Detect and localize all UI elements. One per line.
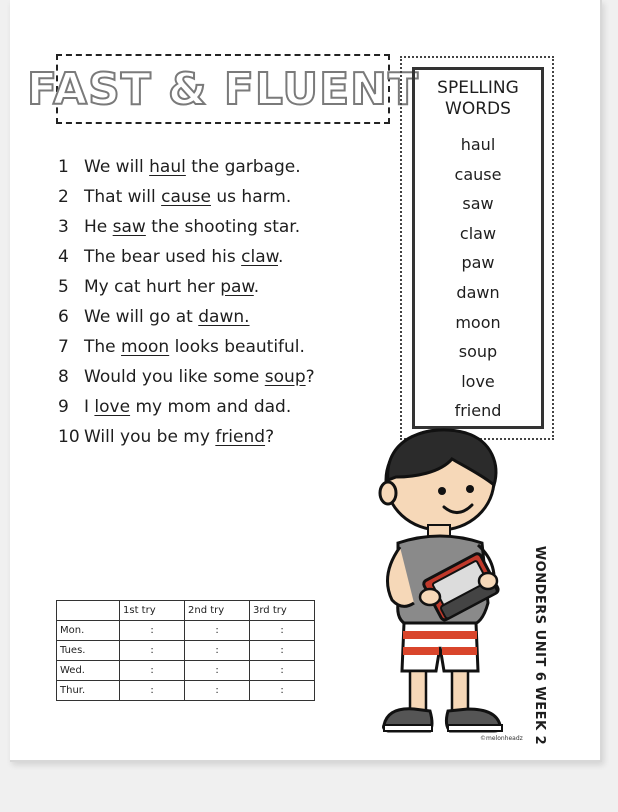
tracker-row — [57, 681, 315, 701]
boy-hand — [420, 589, 440, 605]
tracker-day: Mon. — [57, 621, 120, 641]
sentence-text: That will cause us harm. — [84, 187, 292, 207]
spelling-list-item: friend — [454, 401, 502, 421]
spelling-list-item: moon — [455, 312, 501, 332]
spelling-word: soup — [264, 367, 306, 387]
tracker-cell: : — [250, 681, 315, 701]
sentence-row — [58, 182, 315, 212]
sentence-text: Would you like some soup? — [84, 367, 315, 387]
tracker-corner-cell — [57, 601, 120, 621]
spelling-word: love — [94, 397, 131, 417]
sentence-row — [58, 152, 315, 182]
tracker-header: 3rd try — [250, 601, 315, 621]
sentence-row — [58, 392, 315, 422]
sentence-row — [58, 242, 315, 272]
tracker-cell: : — [185, 621, 250, 641]
tracker-cell: : — [250, 661, 315, 681]
spelling-list-item: saw — [462, 194, 494, 214]
boy-hand — [479, 573, 497, 589]
tracker-row — [57, 661, 315, 681]
boy-leg — [452, 671, 468, 711]
tracker-day: Thur. — [57, 681, 120, 701]
tracker-cell: : — [250, 621, 315, 641]
spelling-list-item: paw — [461, 253, 495, 273]
sentence-number: 3 — [58, 217, 69, 237]
spelling-list-item: haul — [460, 135, 496, 154]
tracker-row — [57, 641, 315, 661]
page-title: FAST & FLUENT — [27, 63, 419, 115]
tracker-cell: : — [120, 621, 185, 641]
boy-eye — [438, 487, 446, 495]
spelling-words-box — [412, 67, 544, 429]
sentence-number: 5 — [58, 277, 69, 297]
spelling-word: saw — [112, 217, 146, 237]
tracker-cell: : — [250, 641, 315, 661]
sentence-text: I love my mom and dad. — [84, 397, 292, 417]
spelling-word: moon — [121, 337, 170, 357]
sentence-row — [58, 302, 315, 332]
sentence-number: 1 — [58, 157, 69, 177]
sentence-row — [58, 422, 315, 452]
shoe-sole — [384, 725, 432, 731]
sentence-number: 4 — [58, 247, 69, 267]
fluency-tracker-table — [56, 600, 315, 701]
sentence-row — [58, 332, 315, 362]
sentence-number: 2 — [58, 187, 69, 207]
spelling-list-item: love — [461, 371, 495, 391]
tracker-row — [57, 621, 315, 641]
boy-eye — [466, 485, 474, 493]
spelling-word-list — [415, 130, 541, 426]
sentence-number: 10 — [58, 427, 80, 447]
sentence-text: He saw the shooting star. — [84, 217, 301, 237]
tracker-day: Wed. — [57, 661, 120, 681]
tracker-cell: : — [185, 681, 250, 701]
unit-week-label: WONDERS UNIT 6 WEEK 2 — [532, 545, 548, 745]
tracker-header: 2nd try — [185, 601, 250, 621]
tracker-cell: : — [120, 641, 185, 661]
spelling-word: cause — [161, 187, 211, 207]
tracker-header-row — [57, 601, 315, 621]
sentence-row — [58, 272, 315, 302]
spelling-word: dawn. — [198, 307, 250, 327]
spelling-word: haul — [149, 157, 186, 177]
tracker-cell: : — [120, 681, 185, 701]
boy-ear — [380, 482, 396, 504]
shorts-stripe — [442, 647, 477, 655]
sentence-text: My cat hurt her paw. — [84, 277, 260, 297]
shorts-stripe — [403, 631, 477, 639]
sentence-number: 9 — [58, 397, 69, 417]
spelling-box-title: SPELLING WORDS — [437, 78, 519, 119]
spelling-word: claw — [241, 247, 278, 267]
tracker-cell: : — [120, 661, 185, 681]
spelling-list-item: cause — [454, 164, 502, 184]
sentence-list — [58, 152, 315, 452]
tracker-cell: : — [185, 661, 250, 681]
shoe-sole — [448, 725, 502, 731]
title-box — [27, 54, 419, 124]
spelling-word: paw — [220, 277, 254, 297]
tracker-day: Tues. — [57, 641, 120, 661]
sentence-text: We will go at dawn. — [84, 307, 250, 327]
sentence-number: 6 — [58, 307, 69, 327]
sentence-number: 8 — [58, 367, 69, 387]
sentence-text: The bear used his claw. — [84, 247, 284, 267]
sentence-row — [58, 212, 315, 242]
spelling-word: friend — [215, 427, 266, 447]
spelling-list-item: dawn — [456, 282, 500, 302]
sentence-text: Will you be my friend? — [84, 427, 275, 447]
worksheet-page — [10, 0, 602, 762]
spelling-list-item: soup — [458, 342, 498, 362]
spelling-list-item: claw — [459, 223, 497, 243]
boy-leg — [410, 671, 426, 711]
sentence-row — [58, 362, 315, 392]
shorts-stripe — [403, 647, 439, 655]
boy-reading-illustration — [370, 425, 520, 740]
illustration-credit: ©melonheadz — [480, 735, 523, 742]
sentence-text: We will haul the garbage. — [84, 157, 301, 177]
tracker-header: 1st try — [120, 601, 185, 621]
sentence-text: The moon looks beautiful. — [84, 337, 305, 357]
sentence-number: 7 — [58, 337, 69, 357]
tracker-cell: : — [185, 641, 250, 661]
